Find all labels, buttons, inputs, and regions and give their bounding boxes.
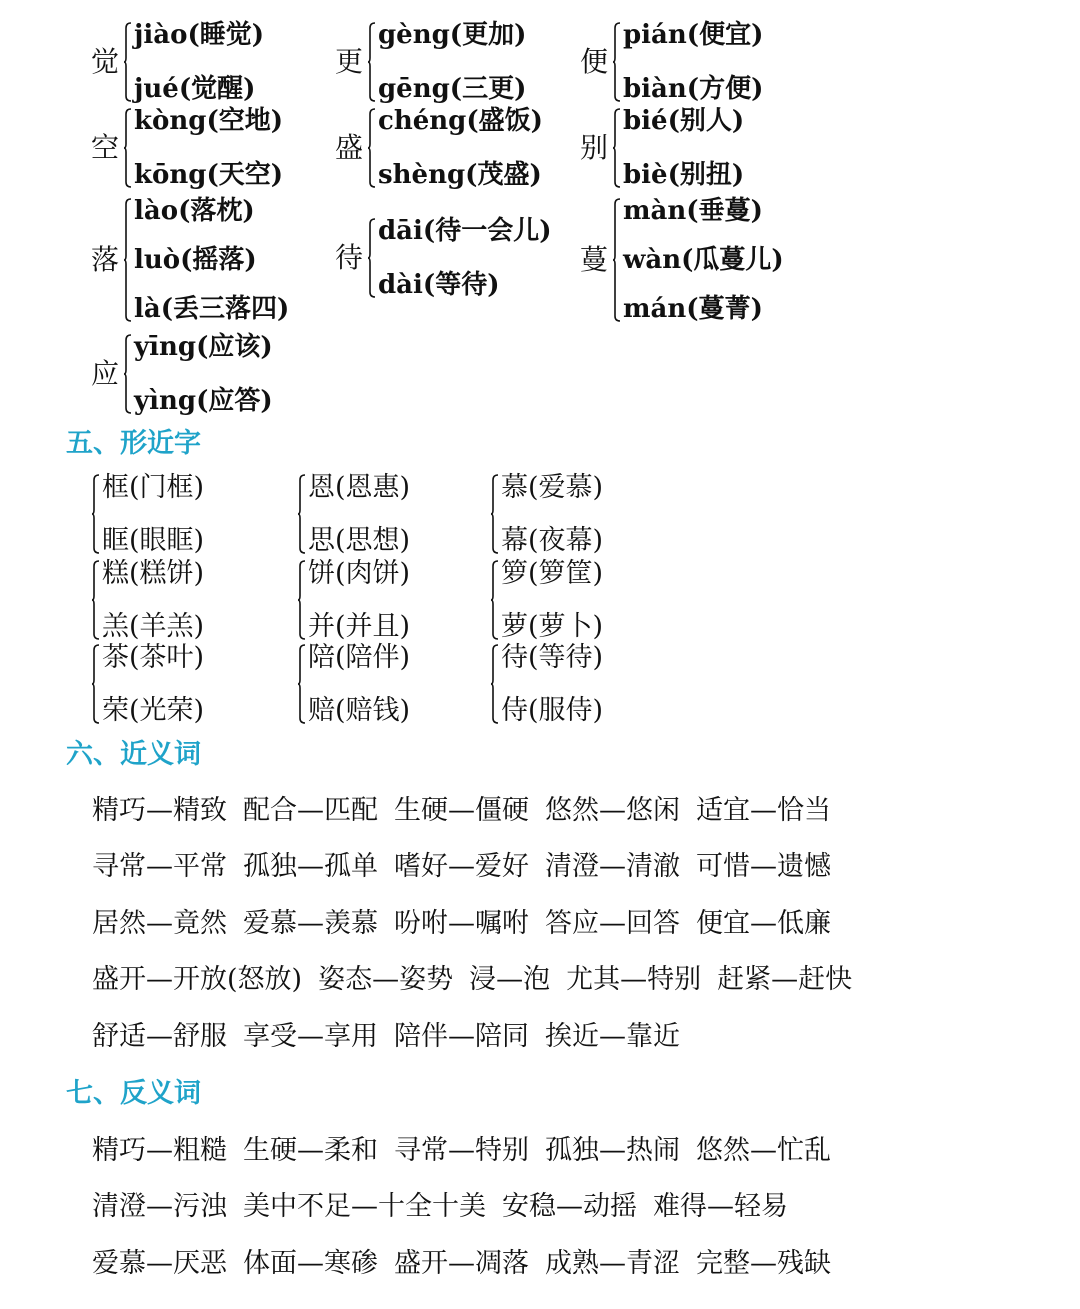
polyphone-reading: pián(便宜) [623,20,764,50]
similar-char-item: 箩(箩筐) [501,558,604,589]
synonym-pair: 盛开—开放(怒放) [92,964,303,995]
section-title-similar-chars: 五、形近字 [66,428,201,459]
synonym-pair: 配合—匹配 [243,795,378,826]
polyphone-reading: shèng(茂盛) [378,160,542,190]
similar-char-group [298,560,410,640]
synonym-pair: 享受—享用 [243,1021,378,1052]
synonym-pair: 可惜—遗憾 [696,851,831,882]
similar-char-group [92,560,204,640]
brace-icon [124,22,132,102]
brace-icon [491,474,499,554]
synonym-pair: 爱慕—羡慕 [243,908,378,939]
polyphone-char: 便 [579,45,608,78]
polyphone-group [330,22,526,102]
polyphone-reading: luò(摇落) [134,245,257,275]
brace-icon [92,560,100,640]
polyphone-reading: yīng(应该) [134,332,273,362]
similar-char-item: 并(并且) [308,611,411,642]
synonym-line [92,797,847,824]
polyphone-reading: wàn(瓜蔓儿) [623,245,784,275]
polyphone-group [86,22,264,102]
similar-char-group [92,474,204,554]
antonym-pair: 体面—寒碜 [243,1248,378,1279]
synonym-line [92,910,847,937]
brace-icon [124,334,132,414]
polyphone-char: 蔓 [579,243,608,276]
brace-icon [368,108,376,188]
brace-icon [368,218,376,298]
polyphone-reading: biàn(方便) [623,74,764,104]
polyphone-group [330,218,552,298]
brace-icon [298,560,306,640]
similar-char-item: 慕(爱慕) [501,472,604,503]
polyphone-char: 别 [579,131,608,164]
antonym-line [92,1193,804,1220]
polyphone-reading: yìng(应答) [134,386,273,416]
similar-char-group [298,474,410,554]
synonym-pair: 清澄—清澈 [545,851,680,882]
similar-char-group [491,644,603,724]
similar-char-item: 思(思想) [308,525,411,556]
polyphone-group [86,108,283,188]
synonym-pair: 生硬—僵硬 [394,795,529,826]
polyphone-reading: gēng(三更) [378,74,527,104]
similar-char-item: 茶(茶叶) [102,642,205,673]
polyphone-char: 空 [90,131,119,164]
brace-icon [298,474,306,554]
antonym-pair: 孤独—热闹 [545,1135,680,1166]
similar-char-group [92,644,204,724]
synonym-line [92,1023,696,1050]
antonym-pair: 完整—残缺 [696,1248,831,1279]
polyphone-reading: kōng(天空) [134,160,284,190]
antonym-pair: 悠然—忙乱 [696,1135,831,1166]
polyphone-char: 待 [334,241,363,274]
polyphone-group [575,108,744,188]
polyphone-reading: bié(别人) [623,106,745,136]
synonym-pair: 悠然—悠闲 [545,795,680,826]
synonym-pair: 答应—回答 [545,908,680,939]
synonym-pair: 挨近—靠近 [545,1021,680,1052]
antonym-line [92,1137,847,1164]
polyphone-char: 应 [90,357,119,390]
section-title-antonyms: 七、反义词 [66,1078,201,1109]
polyphone-group [575,198,784,322]
synonym-pair: 适宜—恰当 [696,795,831,826]
antonym-pair: 精巧—粗糙 [92,1135,227,1166]
similar-char-item: 赔(赔钱) [308,695,411,726]
polyphone-reading: màn(垂蔓) [623,196,763,226]
similar-char-item: 羔(羊羔) [102,611,205,642]
similar-char-item: 萝(萝卜) [501,611,604,642]
polyphone-reading: jué(觉醒) [134,74,256,104]
polyphone-reading: là(丢三落四) [134,294,290,324]
antonym-pair: 美中不足—十全十美 [243,1191,486,1222]
similar-char-item: 待(等待) [501,642,604,673]
synonym-pair: 赶紧—赶快 [717,964,853,995]
similar-char-item: 荣(光荣) [102,695,205,726]
synonym-line [92,853,847,880]
polyphone-char: 觉 [90,45,119,78]
polyphone-char: 盛 [334,131,363,164]
polyphone-reading: chéng(盛饭) [378,106,543,136]
similar-char-item: 框(门框) [102,472,205,503]
brace-icon [613,108,621,188]
polyphone-char: 落 [90,243,119,276]
synonym-pair: 嗜好—爱好 [394,851,529,882]
similar-char-group [491,560,603,640]
antonym-pair: 安稳—动摇 [502,1191,637,1222]
similar-char-item: 眶(眼眶) [102,525,205,556]
synonym-pair: 吩咐—嘱咐 [394,908,529,939]
similar-char-item: 饼(肉饼) [308,558,411,589]
polyphone-group [86,198,289,322]
synonym-pair: 浸—泡 [469,964,551,995]
brace-icon [298,644,306,724]
similar-char-item: 侍(服侍) [501,695,604,726]
synonym-pair: 精巧—精致 [92,795,227,826]
polyphone-char: 更 [334,45,363,78]
antonym-pair: 寻常—特别 [394,1135,529,1166]
polyphone-reading: lào(落枕) [134,196,255,226]
brace-icon [491,560,499,640]
section-title-synonyms: 六、近义词 [66,739,201,770]
polyphone-group [86,334,273,414]
synonym-pair: 陪伴—陪同 [394,1021,529,1052]
polyphone-reading: jiào(睡觉) [134,20,265,50]
similar-char-item: 恩(恩惠) [308,472,411,503]
brace-icon [368,22,376,102]
polyphone-reading: kòng(空地) [134,106,284,136]
brace-icon [92,474,100,554]
similar-char-item: 幕(夜幕) [501,525,604,556]
antonym-pair: 成熟—青涩 [545,1248,680,1279]
synonym-pair: 便宜—低廉 [696,908,831,939]
synonym-pair: 尤其—特别 [566,964,702,995]
synonym-pair: 舒适—舒服 [92,1021,227,1052]
polyphone-reading: dài(等待) [378,270,500,300]
similar-char-item: 陪(陪伴) [308,642,411,673]
polyphone-group [330,108,543,188]
antonym-pair: 盛开—凋落 [394,1248,529,1279]
polyphone-reading: mán(蔓菁) [623,294,763,324]
brace-icon [124,108,132,188]
polyphone-reading: biè(别扭) [623,160,745,190]
brace-icon [124,198,132,322]
antonym-pair: 难得—轻易 [653,1191,788,1222]
synonym-pair: 寻常—平常 [92,851,227,882]
similar-char-item: 糕(糕饼) [102,558,205,589]
synonym-pair: 孤独—孤单 [243,851,378,882]
brace-icon [491,644,499,724]
polyphone-reading: dāi(待一会儿) [378,216,552,246]
brace-icon [613,22,621,102]
similar-char-group [491,474,603,554]
antonym-line [92,1250,847,1277]
brace-icon [613,198,621,322]
antonym-pair: 生硬—柔和 [243,1135,378,1166]
synonym-pair: 姿态—姿势 [318,964,454,995]
antonym-pair: 爱慕—厌恶 [92,1248,227,1279]
synonym-pair: 居然—竟然 [92,908,227,939]
antonym-pair: 清澄—污浊 [92,1191,227,1222]
similar-char-group [298,644,410,724]
synonym-line [92,966,868,993]
polyphone-reading: gèng(更加) [378,20,527,50]
brace-icon [92,644,100,724]
polyphone-group [575,22,763,102]
